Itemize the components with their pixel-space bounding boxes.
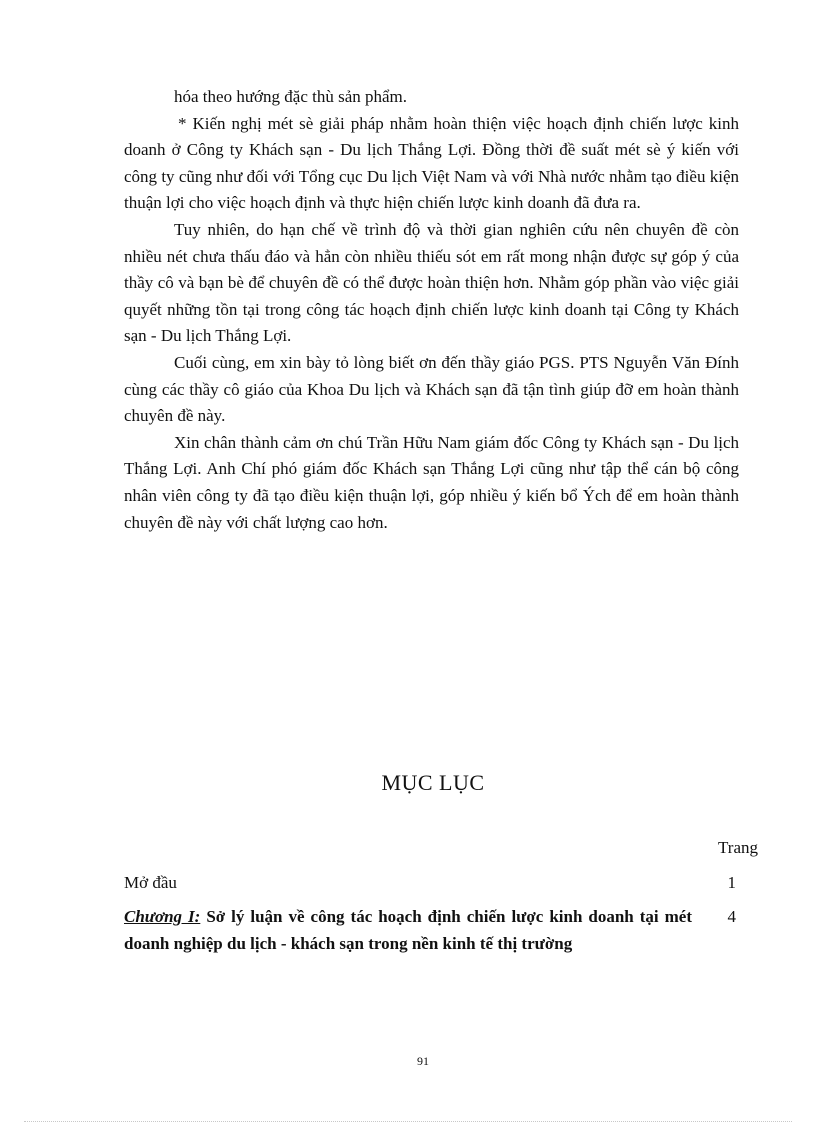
toc-entry-page: 4 [727,907,736,926]
paragraph-recommendation: * Kiến nghị mét sè giải pháp nhằm hoàn thiện việc hoạch định chiến lược kinh doanh ở Công ty Khách sạn - Du lịch Thắng Lợi. Đồng thời đề suất mét sè ý kiến với công ty cũng như đối với Tổng cục Du lịch Việt Nam và với Nhà nước nhằm tạo điều kiện thuận lợi cho việc hoạch định và thực hiện chiến lược kinh doanh đã đưa ra. [124,113,739,213]
body-text [124,84,739,536]
paragraph-thanks-teachers: Cuối cùng, em xin bày tỏ lòng biết ơn đến thầy giáo PGS. PTS Nguyễn Văn Đính cùng các thầy cô giáo của Khoa Du lịch và Khách sạn đã tận tình giúp đỡ em hoàn thành chuyên đề này. [124,352,739,426]
toc-entry [124,904,736,957]
toc-entry-page: 1 [727,873,736,892]
paragraph-continuation: hóa theo hướng đặc thù sản phẩm. [174,87,408,106]
toc-entry-text: Mở đầu [124,873,177,892]
toc-page-header: Trang [718,838,758,857]
toc-entry-text [124,904,692,957]
page-number: 91 [417,1054,429,1068]
chapter-label: Chương I: [124,907,201,926]
paragraph-limitations: Tuy nhiên, do hạn chế về trình độ và thời gian nghiên cứu nên chuyên đề còn nhiều nét chưa thấu đáo và hẳn còn nhiều thiếu sót em rất mong nhận được sự góp ý của thầy cô và bạn bè để chuyên đề có thể được hoàn thiện hơn. Nhằm góp phần vào việc giải quyết những tồn tại trong công tác hoạch định chiến lược kinh doanh tại Công ty Khách sạn - Du lịch Thắng Lợi. [124,219,739,346]
paragraph-thanks-company: Xin chân thành cảm ơn chú Trần Hữu Nam giám đốc Công ty Khách sạn - Du lịch Thắng Lợi. Anh Chí phó giám đốc Khách sạn Thắng Lợi cũng như tập thể cán bộ công nhân viên công ty đã tạo điều kiện thuận lợi, góp nhiều ý kiến bổ Ých để em hoàn thành chuyên đề này với chất lượng cao hơn. [124,432,739,532]
chapter-title: Sở lý luận về công tác hoạch định chiến lược kinh doanh tại mét doanh nghiệp du lịch - khách sạn trong nền kinh tế thị trường [124,907,692,953]
toc-title: MỤC LỤC [381,770,485,795]
page-bottom-divider [24,1121,792,1122]
toc-entry [124,870,736,897]
